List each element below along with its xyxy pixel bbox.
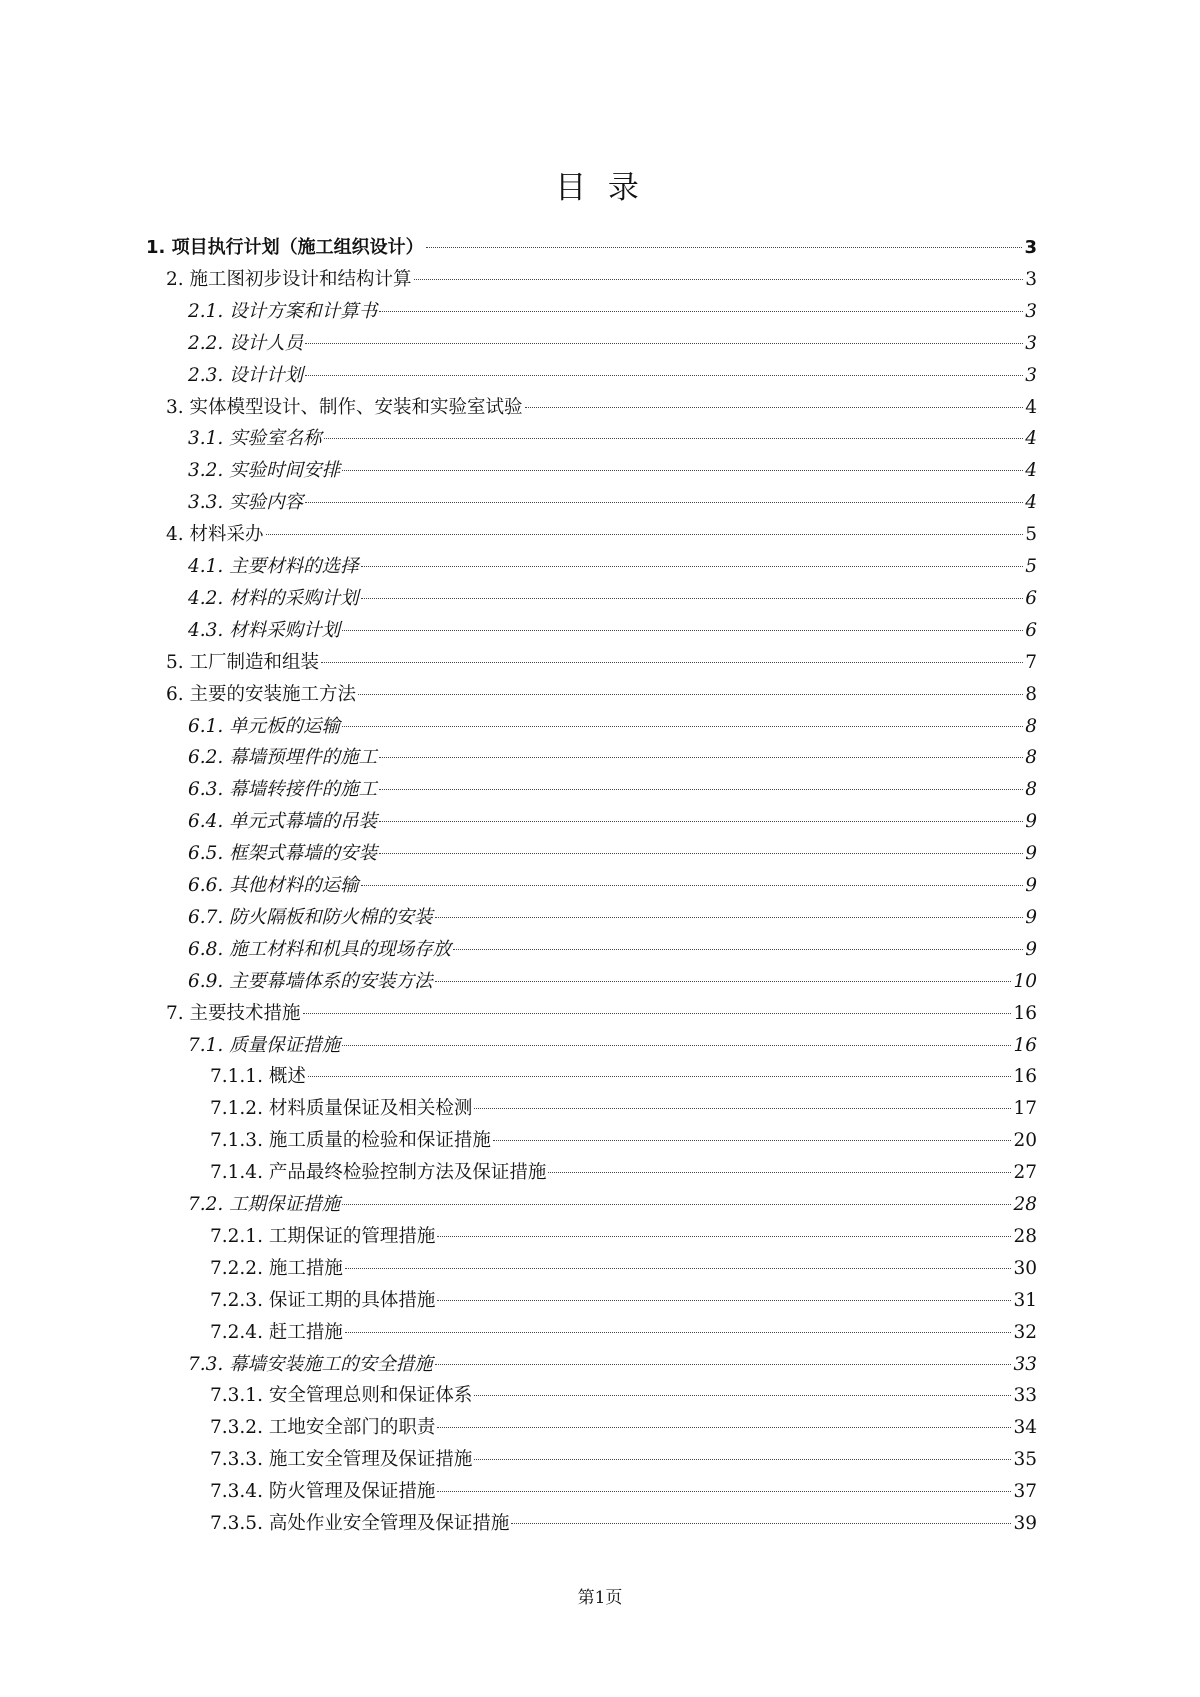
toc-dot-leader bbox=[342, 1204, 1011, 1205]
toc-entry[interactable] bbox=[188, 1030, 1037, 1062]
toc-entry[interactable] bbox=[166, 519, 1037, 551]
toc-entry-page-number: 5 bbox=[1025, 524, 1037, 546]
toc-entry-label: 2.3. 设计计划 bbox=[188, 364, 304, 386]
toc-entry-page-number: 37 bbox=[1013, 1481, 1037, 1503]
toc-entry-page-number: 4 bbox=[1025, 460, 1037, 482]
toc-entry-page-number: 3 bbox=[1025, 332, 1037, 354]
toc-entry-page-number: 9 bbox=[1025, 875, 1037, 896]
toc-entry-label: 6.2. 幕墙预埋件的施工 bbox=[188, 747, 378, 769]
toc-dot-leader bbox=[342, 1045, 1011, 1046]
toc-entry-label: 3.1. 实验室名称 bbox=[188, 428, 322, 450]
toc-entry[interactable] bbox=[188, 328, 1037, 360]
toc-entry-label: 6.1. 单元板的运输 bbox=[188, 715, 341, 737]
toc-entry[interactable] bbox=[188, 296, 1037, 328]
toc-entry-label: 7.1. 质量保证措施 bbox=[188, 1034, 341, 1056]
toc-dot-leader bbox=[379, 821, 1023, 822]
toc-dot-leader bbox=[379, 757, 1023, 758]
toc-entry-label: 7.1.3. 施工质量的检验和保证措施 bbox=[210, 1130, 491, 1152]
toc-dot-leader bbox=[453, 949, 1023, 950]
toc-dot-leader bbox=[379, 789, 1023, 790]
toc-entry-label: 6.7. 防火隔板和防火棉的安装 bbox=[188, 906, 433, 928]
toc-dot-leader bbox=[345, 1332, 1012, 1333]
toc-entry-page-number: 32 bbox=[1013, 1321, 1037, 1343]
toc-entry[interactable] bbox=[210, 1253, 1037, 1285]
toc-entry-page-number: 9 bbox=[1025, 906, 1037, 928]
toc-entry[interactable] bbox=[188, 711, 1037, 743]
toc-dot-leader bbox=[437, 1300, 1011, 1301]
page-footer: 第1页 bbox=[577, 1588, 623, 1608]
toc-entry-page-number: 17 bbox=[1013, 1098, 1037, 1120]
toc-dot-leader bbox=[474, 1459, 1011, 1460]
toc-dot-leader bbox=[303, 1013, 1012, 1014]
toc-entry-label: 7.3. 幕墙安装施工的安全措施 bbox=[188, 1353, 433, 1375]
toc-entry-page-number: 10 bbox=[1013, 970, 1037, 992]
toc-entry-label: 7.1.2. 材料质量保证及相关检测 bbox=[210, 1098, 473, 1120]
toc-entry[interactable] bbox=[188, 902, 1037, 934]
toc-entry-label: 7.3.1. 安全管理总则和保证体系 bbox=[210, 1385, 473, 1407]
toc-dot-leader bbox=[266, 534, 1024, 535]
toc-entry-label: 7.1.4. 产品最终检验控制方法及保证措施 bbox=[210, 1162, 547, 1184]
toc-entry-label: 3. 实体模型设计、制作、安装和实验室试验 bbox=[166, 396, 523, 418]
toc-entry-page-number: 3 bbox=[1024, 237, 1037, 258]
toc-dot-leader bbox=[414, 279, 1024, 280]
toc-entry[interactable] bbox=[188, 838, 1037, 870]
toc-entry-label: 7.3.4. 防火管理及保证措施 bbox=[210, 1481, 436, 1503]
toc-entry[interactable] bbox=[210, 1476, 1037, 1508]
toc-entry-label: 7.3.3. 施工安全管理及保证措施 bbox=[210, 1449, 473, 1471]
toc-entry-page-number: 31 bbox=[1013, 1289, 1037, 1311]
toc-entry-label: 7.2.1. 工期保证的管理措施 bbox=[210, 1225, 436, 1247]
toc-entry-page-number: 33 bbox=[1013, 1385, 1037, 1407]
toc-entry-label: 6.4. 单元式幕墙的吊装 bbox=[188, 811, 378, 833]
toc-dot-leader bbox=[358, 694, 1023, 695]
toc-dot-leader bbox=[361, 566, 1024, 567]
toc-entry-page-number: 7 bbox=[1025, 651, 1037, 673]
toc-entry[interactable] bbox=[210, 1221, 1037, 1253]
toc-entry[interactable] bbox=[188, 487, 1037, 519]
toc-entry-label: 4.3. 材料采购计划 bbox=[188, 619, 341, 641]
toc-entry[interactable] bbox=[188, 742, 1037, 774]
toc-entry-label: 6. 主要的安装施工方法 bbox=[166, 683, 357, 705]
toc-entry-page-number: 33 bbox=[1013, 1353, 1037, 1375]
toc-entry-page-number: 6 bbox=[1025, 619, 1037, 641]
toc-entry[interactable] bbox=[210, 1412, 1037, 1444]
toc-entry[interactable] bbox=[210, 1444, 1037, 1476]
toc-entry[interactable] bbox=[188, 423, 1037, 455]
toc-dot-leader bbox=[305, 375, 1023, 376]
toc-entry-page-number: 28 bbox=[1013, 1225, 1037, 1247]
toc-entry-page-number: 6 bbox=[1025, 587, 1037, 609]
toc-dot-leader bbox=[437, 1427, 1011, 1428]
toc-entry-label: 3.2. 实验时间安排 bbox=[188, 460, 341, 482]
toc-entry-label: 7.2. 工期保证措施 bbox=[188, 1194, 341, 1215]
toc-entry-label: 2.1. 设计方案和计算书 bbox=[188, 300, 378, 322]
toc-entry-label: 4. 材料采办 bbox=[166, 524, 264, 546]
toc-entry-label: 6.3. 幕墙转接件的施工 bbox=[188, 779, 378, 801]
toc-entry-page-number: 8 bbox=[1025, 747, 1037, 769]
toc-entry[interactable] bbox=[210, 1285, 1037, 1317]
toc-entry[interactable] bbox=[210, 1317, 1037, 1349]
toc-entry-label: 4.1. 主要材料的选择 bbox=[188, 556, 359, 577]
toc-dot-leader bbox=[435, 917, 1024, 918]
toc-entry-page-number: 3 bbox=[1025, 268, 1037, 290]
toc-dot-leader bbox=[342, 470, 1023, 471]
toc-entry-page-number: 5 bbox=[1025, 556, 1037, 577]
toc-dot-leader bbox=[435, 1364, 1012, 1365]
toc-dot-leader bbox=[379, 311, 1023, 312]
toc-entry-page-number: 39 bbox=[1013, 1513, 1037, 1534]
toc-dot-leader bbox=[511, 1523, 1011, 1524]
toc-entry-page-number: 34 bbox=[1013, 1417, 1037, 1439]
toc-entry[interactable] bbox=[166, 679, 1037, 711]
toc-dot-leader bbox=[324, 438, 1024, 439]
toc-entry-label: 7.2.2. 施工措施 bbox=[210, 1257, 343, 1279]
toc-entry[interactable] bbox=[210, 1125, 1037, 1157]
toc-entry-page-number: 4 bbox=[1025, 396, 1037, 418]
toc-entry[interactable] bbox=[146, 232, 1037, 264]
toc-entry-page-number: 9 bbox=[1025, 843, 1037, 865]
toc-entry[interactable] bbox=[166, 647, 1037, 679]
toc-entry-page-number: 20 bbox=[1013, 1130, 1037, 1152]
toc-entry-page-number: 4 bbox=[1025, 492, 1037, 514]
toc-entry-label: 4.2. 材料的采购计划 bbox=[188, 587, 359, 609]
toc-entry-page-number: 9 bbox=[1025, 811, 1037, 833]
toc-entry-label: 6.9. 主要幕墙体系的安装方法 bbox=[188, 970, 433, 992]
toc-dot-leader bbox=[305, 343, 1023, 344]
toc-dot-leader bbox=[493, 1140, 1012, 1141]
toc-entry-page-number: 16 bbox=[1013, 1002, 1037, 1024]
toc-entry-page-number: 8 bbox=[1025, 779, 1037, 801]
toc-dot-leader bbox=[474, 1108, 1011, 1109]
toc-entry-label: 5. 工厂制造和组装 bbox=[166, 651, 320, 673]
toc-entry[interactable] bbox=[188, 966, 1037, 998]
toc-dot-leader bbox=[548, 1172, 1011, 1173]
toc-entry-page-number: 3 bbox=[1025, 364, 1037, 386]
toc-dot-leader bbox=[342, 726, 1023, 727]
toc-entry[interactable] bbox=[188, 870, 1037, 902]
toc-entry-page-number: 30 bbox=[1013, 1257, 1037, 1279]
toc-dot-leader bbox=[437, 1491, 1011, 1492]
toc-entry[interactable] bbox=[210, 1380, 1037, 1412]
toc-entry-label: 2. 施工图初步设计和结构计算 bbox=[166, 268, 412, 290]
toc-dot-leader bbox=[379, 853, 1023, 854]
toc-entry-label: 7.1.1. 概述 bbox=[210, 1066, 306, 1088]
toc-entry-label: 2.2. 设计人员 bbox=[188, 332, 304, 354]
toc-entry-page-number: 28 bbox=[1013, 1194, 1037, 1215]
toc-entry[interactable] bbox=[188, 774, 1037, 806]
toc-dot-leader bbox=[361, 885, 1024, 886]
toc-entry[interactable] bbox=[166, 998, 1037, 1030]
toc-entry[interactable] bbox=[210, 1157, 1037, 1189]
toc-entry[interactable] bbox=[166, 264, 1037, 296]
toc-entry-page-number: 35 bbox=[1013, 1449, 1037, 1471]
toc-entry-label: 7.3.5. 高处作业安全管理及保证措施 bbox=[210, 1513, 510, 1534]
toc-dot-leader bbox=[342, 630, 1023, 631]
toc-dot-leader bbox=[305, 502, 1023, 503]
page-title: 目 录 bbox=[555, 170, 645, 206]
toc-entry-label: 6.6. 其他材料的运输 bbox=[188, 875, 359, 896]
toc-entry[interactable] bbox=[188, 1189, 1037, 1221]
toc-entry-page-number: 9 bbox=[1025, 938, 1037, 960]
toc-entry-label: 6.8. 施工材料和机具的现场存放 bbox=[188, 938, 452, 960]
toc-entry[interactable] bbox=[210, 1061, 1037, 1093]
toc-entry[interactable] bbox=[210, 1508, 1037, 1540]
toc-entry-page-number: 8 bbox=[1025, 683, 1037, 705]
toc-entry-page-number: 16 bbox=[1013, 1034, 1037, 1056]
toc-dot-leader bbox=[321, 662, 1023, 663]
toc-entry-page-number: 4 bbox=[1025, 428, 1037, 450]
toc-entry[interactable] bbox=[188, 455, 1037, 487]
toc-entry-label: 1. 项目执行计划（施工组织设计） bbox=[146, 237, 424, 258]
toc-entry-page-number: 27 bbox=[1013, 1162, 1037, 1184]
toc-entry[interactable] bbox=[166, 392, 1037, 424]
toc-dot-leader bbox=[426, 247, 1023, 248]
toc-entry-page-number: 8 bbox=[1025, 715, 1037, 737]
toc-entry-label: 7. 主要技术措施 bbox=[166, 1002, 301, 1024]
toc-entry[interactable] bbox=[188, 806, 1037, 838]
toc-dot-leader bbox=[308, 1076, 1012, 1077]
toc-entry-label: 7.2.3. 保证工期的具体措施 bbox=[210, 1289, 436, 1311]
toc-dot-leader bbox=[361, 598, 1024, 599]
toc-dot-leader bbox=[437, 1236, 1011, 1237]
toc-entry[interactable] bbox=[188, 583, 1037, 615]
toc-entry-label: 6.5. 框架式幕墙的安装 bbox=[188, 843, 378, 865]
toc-entry[interactable] bbox=[188, 360, 1037, 392]
toc-dot-leader bbox=[345, 1268, 1012, 1269]
toc-entry-page-number: 16 bbox=[1013, 1066, 1037, 1088]
toc-entry[interactable] bbox=[188, 1349, 1037, 1381]
toc-entry-label: 7.3.2. 工地安全部门的职责 bbox=[210, 1417, 436, 1439]
toc-dot-leader bbox=[435, 981, 1012, 982]
toc-entry[interactable] bbox=[210, 1093, 1037, 1125]
toc-entry-label: 7.2.4. 赶工措施 bbox=[210, 1321, 343, 1343]
toc-entry[interactable] bbox=[188, 615, 1037, 647]
toc-dot-leader bbox=[525, 407, 1024, 408]
toc-entry[interactable] bbox=[188, 551, 1037, 583]
toc-entry-label: 3.3. 实验内容 bbox=[188, 492, 304, 514]
toc-entry[interactable] bbox=[188, 934, 1037, 966]
toc-entry-page-number: 3 bbox=[1025, 300, 1037, 322]
toc-dot-leader bbox=[474, 1395, 1011, 1396]
